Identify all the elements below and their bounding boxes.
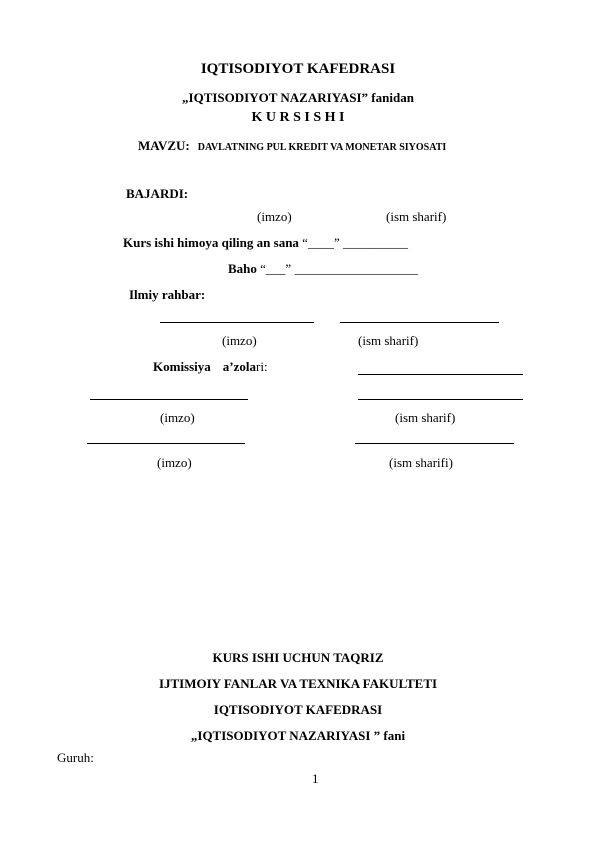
topic-line	[138, 138, 446, 154]
supervisor-name-line	[340, 322, 499, 323]
defense-date-label: Kurs ishi himoya qiling an sana	[123, 235, 299, 250]
commission-member2-name-label: (ism sharifi)	[389, 455, 453, 470]
commission-member1-name-label: (ism sharif)	[395, 410, 456, 425]
grade-blank: “___” ___________________	[256, 261, 418, 276]
group-label: Guruh:	[57, 750, 94, 765]
subject-heading: „IQTISODIYOT NAZARIYASI” fanidan	[182, 90, 414, 105]
commission-member2-name-line	[355, 443, 514, 444]
review-department: IQTISODIYOT KAFEDRASI	[213, 702, 383, 717]
review-subject: „IQTISODIYOT NAZARIYASI ” fani	[190, 728, 406, 743]
topic-label: MAVZU:	[138, 138, 190, 153]
review-faculty: IJTIMOIY FANLAR VA TEXNIKA FAKULTETI	[158, 676, 438, 691]
defense-date-blank: “____” __________	[298, 235, 408, 250]
commission-label	[153, 360, 268, 373]
work-title: K U R S I S H I	[251, 110, 345, 125]
performer-signature-label: (imzo)	[257, 209, 292, 224]
grade-label: Baho	[228, 261, 257, 276]
performer-name-label: (ism sharif)	[386, 209, 447, 224]
commission-label-part2: a’zola	[222, 359, 257, 374]
defense-date-line	[123, 236, 408, 249]
supervisor-signature-label: (imzo)	[222, 333, 257, 348]
commission-member1-name-line	[358, 399, 523, 400]
commission-member1-signature-line	[90, 399, 248, 400]
review-title: KURS ISHI UCHUN TAQRIZ	[212, 650, 384, 665]
performed-label: BAJARDI:	[126, 186, 189, 201]
department-heading: IQTISODIYOT KAFEDRASI	[200, 61, 396, 77]
commission-member1-signature-label: (imzo)	[160, 410, 195, 425]
supervisor-label: Ilmiy rahbar:	[129, 287, 206, 302]
commission-label-part1: Komissiya	[153, 359, 211, 374]
page-number: 1	[312, 771, 319, 786]
commission-member2-signature-label: (imzo)	[157, 455, 192, 470]
commission-member1-line-right	[358, 374, 523, 375]
supervisor-signature-line	[160, 322, 314, 323]
grade-line	[228, 262, 418, 275]
topic-value: DAVLATNING PUL KREDIT VA MONETAR SIYOSATI	[197, 142, 447, 153]
supervisor-name-label: (ism sharif)	[358, 333, 419, 348]
commission-member2-signature-line	[87, 443, 245, 444]
commission-label-part3: ri:	[256, 359, 268, 374]
